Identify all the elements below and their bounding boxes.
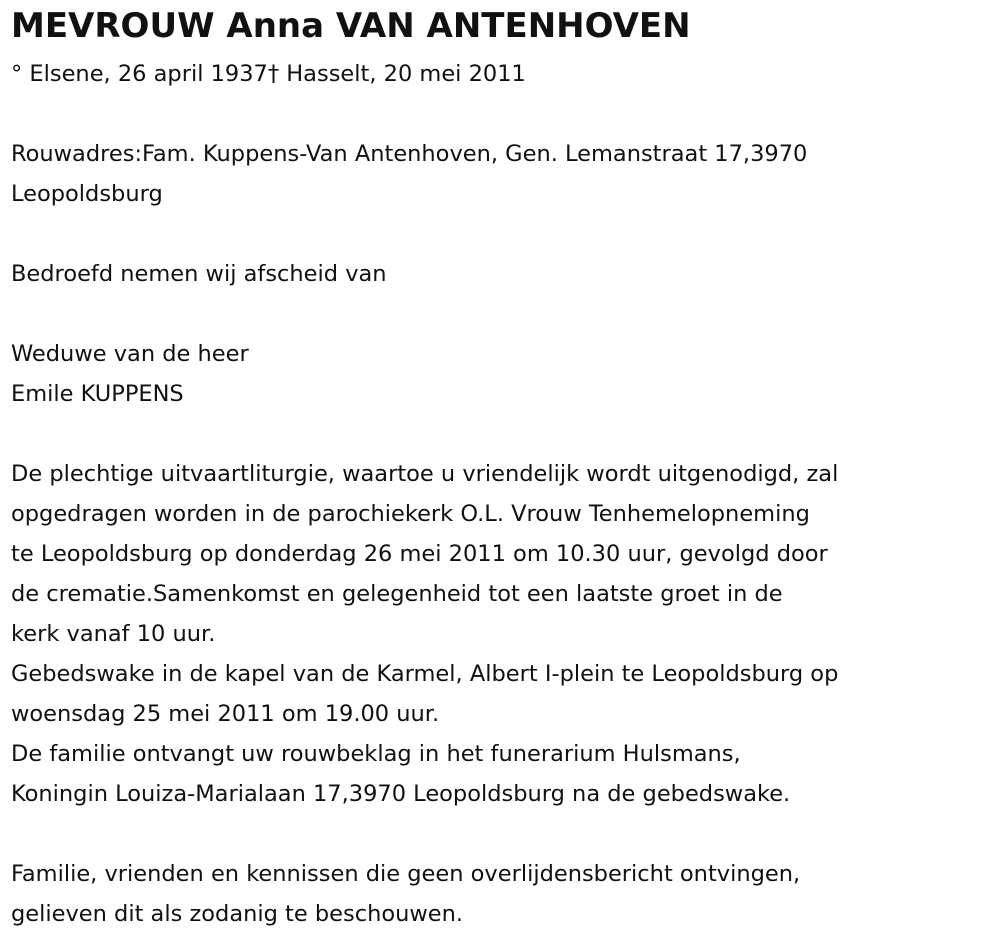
deceased-name-title: MEVROUW Anna VAN ANTENHOVEN [11, 6, 691, 46]
address-line: Leopoldsburg [11, 181, 163, 207]
widow-of [11, 334, 996, 414]
ceremony-line: opgedragen worden in de parochiekerk O.L. Vrouw Tenhemelopneming [11, 501, 810, 527]
ceremony-details [11, 454, 996, 814]
closing-line: Familie, vrienden en kennissen die geen overlijdensbericht ontvingen, [11, 861, 801, 887]
widow-line: Weduwe van de heer [11, 341, 249, 367]
ceremony-line: woensdag 25 mei 2011 om 19.00 uur. [11, 701, 440, 727]
ceremony-line: Koningin Louiza-Marialaan 17,3970 Leopoldsburg na de gebedswake. [11, 781, 791, 807]
closing-line: gelieven dit als zodanig te beschouwen. [11, 901, 464, 927]
widow-line: Emile KUPPENS [11, 381, 184, 407]
ceremony-line: De plechtige uitvaartliturgie, waartoe u vriendelijk wordt uitgenodigd, zal [11, 461, 839, 487]
spacer [11, 414, 996, 454]
intro-text: Bedroefd nemen wij afscheid van [11, 261, 387, 287]
mourning-address [11, 134, 996, 214]
ceremony-line: De familie ontvangt uw rouwbeklag in het funerarium Hulsmans, [11, 741, 741, 767]
ceremony-line: de crematie.Samenkomst en gelegenheid tot een laatste groet in de [11, 581, 783, 607]
ceremony-line: te Leopoldsburg op donderdag 26 mei 2011 om 10.30 uur, gevolgd door [11, 541, 828, 567]
ceremony-line: kerk vanaf 10 uur. [11, 621, 216, 647]
spacer [11, 294, 996, 334]
obituary-notice [11, 4, 996, 934]
ceremony-line: Gebedswake in de kapel van de Karmel, Albert I-plein te Leopoldsburg op [11, 661, 839, 687]
address-line: Rouwadres:Fam. Kuppens-Van Antenhoven, Gen. Lemanstraat 17,3970 [11, 141, 808, 167]
spacer [11, 814, 996, 854]
spacer [11, 214, 996, 254]
birth-death-dates: ° Elsene, 26 april 1937† Hasselt, 20 mei 2011 [11, 61, 526, 87]
spacer [11, 94, 996, 134]
closing-note [11, 854, 996, 934]
